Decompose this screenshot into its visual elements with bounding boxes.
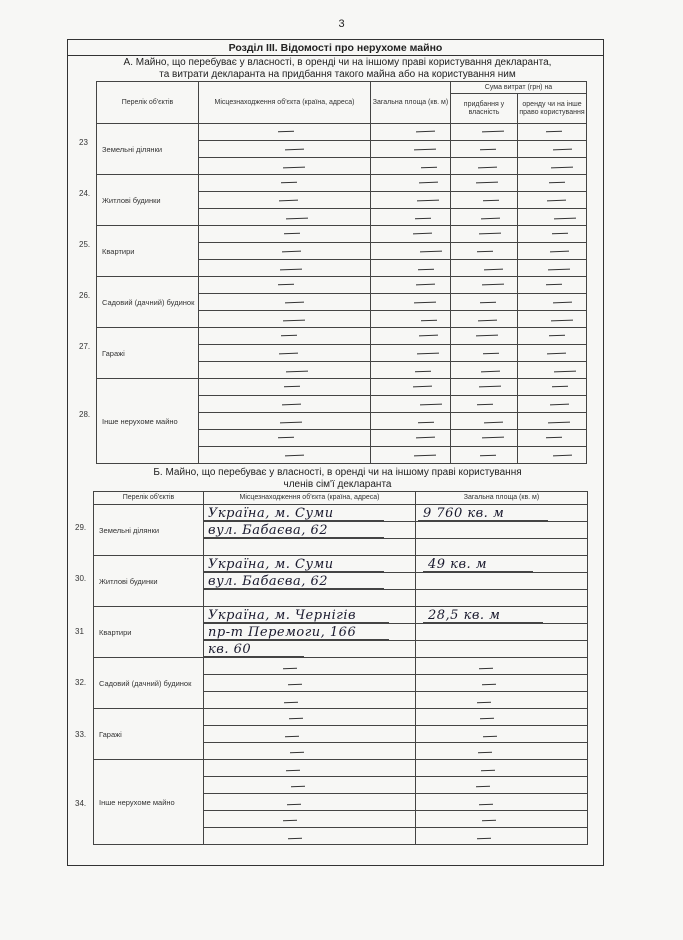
handwritten-location-29-line-1: Україна, м. Суми <box>208 506 334 521</box>
handwritten-location-31-line-1: Україна, м. Чернігів <box>208 608 357 623</box>
header-objects: Перелік об'єктів <box>97 82 199 124</box>
handwriting-underline <box>204 588 384 589</box>
header-b-location: Місцезнаходження об'єкта (країна, адреса) <box>204 492 416 505</box>
row-number-33: 33. <box>75 730 87 739</box>
row-number-24: 24. <box>79 189 91 198</box>
header-b-objects: Перелік об'єктів <box>94 492 204 505</box>
part-a-table <box>96 81 587 464</box>
row-number-25: 25. <box>79 240 91 249</box>
handwritten-area-29: 9 760 кв. м <box>423 506 505 521</box>
header-expenses: Сума витрат (грн) на <box>451 82 587 94</box>
row-number-30: 30. <box>75 574 87 583</box>
part-b-intro-line-1: Б. Майно, що перебуває у власності, в оренді чи на іншому праві користування <box>153 467 522 478</box>
row-label-other: Інше нерухоме майно <box>97 379 199 464</box>
handwriting-underline <box>204 571 384 572</box>
header-location: Місцезнаходження об'єкта (країна, адреса) <box>199 82 371 124</box>
header-area: Загальна площа (кв. м) <box>371 82 451 124</box>
header-rent: оренду чи на інше право користування <box>518 94 587 124</box>
row-number-27: 27. <box>79 342 91 351</box>
row-label-houses: Житлові будинки <box>97 175 199 226</box>
handwriting-underline <box>204 639 389 640</box>
row-number-32: 32. <box>75 678 87 687</box>
row-label-garages: Гаражі <box>97 328 199 379</box>
row-label-garden-house: Садовий (дачний) будинок <box>97 277 199 328</box>
row-b-label-garden-house: Садовий (дачний) будинок <box>94 658 204 709</box>
handwritten-area-30: 49 кв. м <box>428 557 488 572</box>
row-number-28: 28. <box>79 410 91 419</box>
row-number-31: 31 <box>75 627 84 636</box>
handwriting-underline <box>204 622 389 623</box>
handwritten-location-30-line-1: Україна, м. Суми <box>208 557 334 572</box>
section-frame <box>67 39 604 866</box>
handwriting-underline <box>204 520 384 521</box>
header-b-area: Загальна площа (кв. м) <box>416 492 588 505</box>
part-b-intro <box>76 467 599 491</box>
handwritten-area-31: 28,5 кв. м <box>428 608 501 623</box>
handwritten-location-29-line-2: вул. Бабаєва, 62 <box>208 523 329 538</box>
row-b-label-apartments: Квартири <box>94 607 204 658</box>
row-b-label-land: Земельні ділянки <box>94 505 204 556</box>
row-number-26: 26. <box>79 291 91 300</box>
part-b-table <box>93 491 588 845</box>
row-b-label-houses: Житлові будинки <box>94 556 204 607</box>
row-b-label-garages: Гаражі <box>94 709 204 760</box>
handwriting-underline <box>423 571 533 572</box>
part-b-intro-line-2: членів сім'ї декларанта <box>283 479 392 490</box>
part-a-intro-line-2: та витрати декларанта на придбання такого майна або на користування ним <box>159 69 516 80</box>
handwriting-underline <box>423 622 543 623</box>
handwritten-location-31-line-3: кв. 60 <box>208 642 252 657</box>
row-number-34: 34. <box>75 799 87 808</box>
handwritten-location-30-line-2: вул. Бабаєва, 62 <box>208 574 329 589</box>
section-title-divider <box>68 55 603 56</box>
row-number-23: 23 <box>79 138 88 147</box>
row-b-label-other: Інше нерухоме майно <box>94 760 204 845</box>
section-title: Розділ III. Відомості про нерухоме майно <box>228 42 443 54</box>
part-a-intro-line-1: А. Майно, що перебуває у власності, в оренді чи на іншому праві користування декларанта, <box>123 57 552 68</box>
handwriting-underline <box>204 537 384 538</box>
page-number: 3 <box>338 18 345 30</box>
part-a-intro <box>76 57 599 81</box>
handwriting-underline <box>204 656 304 657</box>
row-label-apartments: Квартири <box>97 226 199 277</box>
handwriting-underline <box>418 520 548 521</box>
handwritten-location-31-line-2: пр-т Перемоги, 166 <box>208 625 357 640</box>
row-number-29: 29. <box>75 523 87 532</box>
row-label-land: Земельні ділянки <box>97 124 199 175</box>
header-purchase: придбання у власність <box>451 94 518 124</box>
